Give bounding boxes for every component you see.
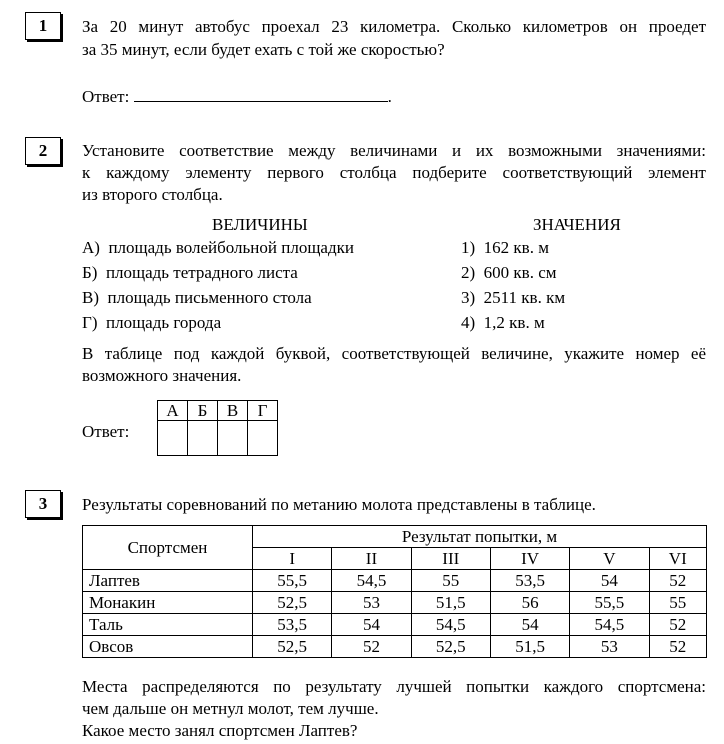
result-cell: 54	[570, 570, 649, 592]
task-3-number: 3	[25, 490, 61, 518]
result-cell: 55,5	[253, 570, 332, 592]
answer-cell-a[interactable]	[158, 421, 188, 456]
result-cell: 55,5	[570, 592, 649, 614]
result-cell: 52,5	[253, 636, 332, 658]
results-table	[82, 525, 707, 658]
result-cell: 55	[649, 592, 706, 614]
values-title: ЗНАЧЕНИЯ	[533, 215, 621, 234]
quantities-title: ВЕЛИЧИНЫ	[212, 215, 308, 234]
result-cell: 54,5	[332, 570, 411, 592]
task-3-intro: Результаты соревнований по метанию молота представлены в таблице.	[82, 495, 596, 514]
task-2-instruction-line2: возможного значения.	[82, 366, 242, 385]
result-cell: 52	[649, 570, 706, 592]
task-2-number: 2	[25, 137, 61, 165]
quantity-item: В) площадь письменного стола	[82, 288, 312, 307]
task-2-intro-line3: из второго столбца.	[82, 185, 223, 204]
table-row	[83, 636, 707, 658]
task-1-number: 1	[25, 12, 61, 40]
task-3-outro-line2: чем дальше он метнул молот, тем лучше.	[82, 699, 379, 718]
athlete-name: Лаптев	[83, 570, 253, 592]
attempt-header: I	[253, 548, 332, 570]
table-row	[83, 570, 707, 592]
result-cell: 54,5	[411, 614, 490, 636]
answer-label: Ответ:	[82, 87, 130, 106]
result-cell: 52	[649, 614, 706, 636]
result-cell: 52,5	[411, 636, 490, 658]
result-cell: 53,5	[253, 614, 332, 636]
answer-table	[157, 400, 278, 456]
task-3-question: Какое место занял спортсмен Лаптев?	[82, 721, 358, 740]
athlete-name: Овсов	[83, 636, 253, 658]
task-3-outro-line1: Места распределяются по результату лучшей попытки каждого спортсмена:	[82, 677, 706, 696]
answer-col-v: В	[218, 401, 248, 421]
result-cell: 56	[490, 592, 569, 614]
result-cell: 53,5	[490, 570, 569, 592]
result-cell: 54	[490, 614, 569, 636]
result-cell: 55	[411, 570, 490, 592]
value-item: 4) 1,2 кв. м	[461, 313, 545, 332]
result-cell: 51,5	[411, 592, 490, 614]
result-cell: 51,5	[490, 636, 569, 658]
answer-col-g: Г	[248, 401, 278, 421]
result-cell: 52	[332, 636, 411, 658]
result-cell: 54,5	[570, 614, 649, 636]
answer-period: .	[387, 87, 392, 106]
attempt-header: III	[411, 548, 490, 570]
answer-col-b: Б	[188, 401, 218, 421]
result-cell: 54	[332, 614, 411, 636]
value-item: 3) 2511 кв. км	[461, 288, 566, 307]
athlete-header: Спортсмен	[83, 526, 253, 570]
value-item: 2) 600 кв. см	[461, 263, 557, 282]
athlete-name: Таль	[83, 614, 253, 636]
athlete-name: Монакин	[83, 592, 253, 614]
attempt-header: V	[570, 548, 649, 570]
quantity-item: Г) площадь города	[82, 313, 222, 332]
result-cell: 53	[332, 592, 411, 614]
result-header: Результат попытки, м	[253, 526, 707, 548]
answer-blank[interactable]	[134, 85, 388, 102]
task-2-instruction-line1: В таблице под каждой буквой, соответствующей величине, укажите номер её	[82, 344, 706, 363]
value-item: 1) 162 кв. м	[461, 238, 549, 257]
task-2-intro-line2: к каждому элементу первого столбца подберите соответствующий элемент	[82, 163, 706, 182]
answer-cell-v[interactable]	[218, 421, 248, 456]
answer-cell-g[interactable]	[248, 421, 278, 456]
table-row	[83, 592, 707, 614]
quantity-item: Б) площадь тетрадного листа	[82, 263, 298, 282]
result-cell: 52	[649, 636, 706, 658]
attempt-header: VI	[649, 548, 706, 570]
task-2-answer-label: Ответ:	[82, 422, 130, 441]
quantity-item: А) площадь волейбольной площадки	[82, 238, 354, 257]
task-1-question-line2: за 35 минут, если будет ехать с той же скоростью?	[82, 40, 445, 59]
result-cell: 53	[570, 636, 649, 658]
attempt-header: II	[332, 548, 411, 570]
result-cell: 52,5	[253, 592, 332, 614]
answer-cell-b[interactable]	[188, 421, 218, 456]
task-1-answer	[82, 85, 706, 108]
task-1-question-line1: За 20 минут автобус проехал 23 километра. Сколько километров он проедет	[82, 17, 706, 36]
attempt-header: IV	[490, 548, 569, 570]
task-2-intro-line1: Установите соответствие между величинами и их возможными значениями:	[82, 141, 706, 160]
answer-col-a: А	[158, 401, 188, 421]
table-row	[83, 614, 707, 636]
